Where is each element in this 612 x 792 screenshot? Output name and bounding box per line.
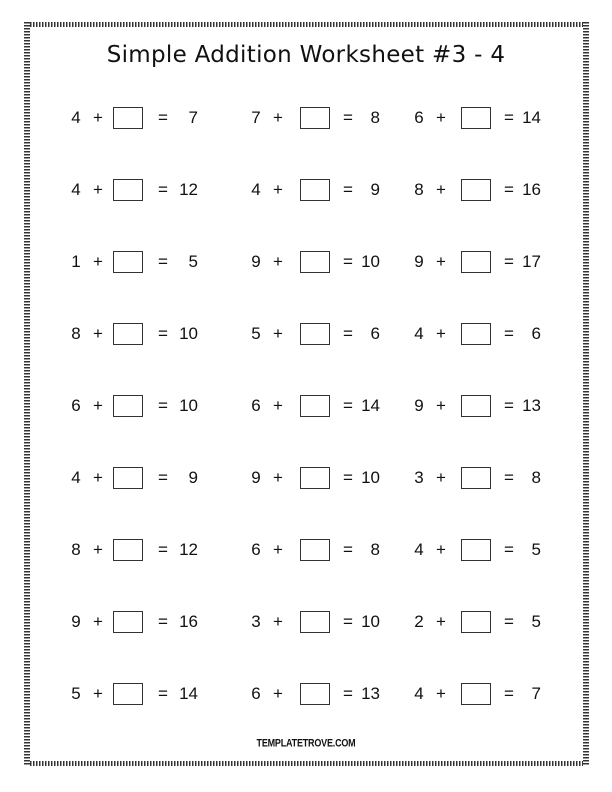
addend: 4 (414, 540, 424, 559)
border-bottom (24, 761, 589, 766)
sum: 8 (531, 468, 541, 487)
plus-sign: + (436, 612, 446, 631)
sum: 12 (179, 540, 198, 559)
answer-box[interactable] (300, 395, 330, 417)
answer-box[interactable] (113, 251, 143, 273)
equals-sign: = (504, 252, 514, 271)
worksheet-title: Simple Addition Worksheet #3 - 4 (106, 42, 506, 68)
addend: 6 (251, 684, 261, 703)
equals-sign: = (343, 108, 353, 127)
answer-box[interactable] (300, 251, 330, 273)
answer-box[interactable] (113, 395, 143, 417)
plus-sign: + (93, 108, 103, 127)
sum: 6 (531, 324, 541, 343)
addend: 4 (71, 108, 81, 127)
sum: 8 (370, 108, 380, 127)
answer-box[interactable] (300, 467, 330, 489)
addend: 9 (414, 396, 424, 415)
addend: 7 (251, 108, 261, 127)
answer-box[interactable] (461, 539, 491, 561)
answer-box[interactable] (300, 539, 330, 561)
sum: 13 (361, 684, 380, 703)
sum: 5 (188, 252, 198, 271)
answer-box[interactable] (113, 107, 143, 129)
addend: 9 (414, 252, 424, 271)
plus-sign: + (93, 180, 103, 199)
plus-sign: + (436, 396, 446, 415)
answer-box[interactable] (113, 611, 143, 633)
addend: 6 (251, 540, 261, 559)
addend: 8 (414, 180, 424, 199)
plus-sign: + (273, 468, 283, 487)
sum: 12 (179, 180, 198, 199)
sum: 14 (522, 108, 541, 127)
plus-sign: + (273, 684, 283, 703)
answer-box[interactable] (461, 467, 491, 489)
addend: 6 (71, 396, 81, 415)
equals-sign: = (504, 684, 514, 703)
sum: 5 (531, 540, 541, 559)
plus-sign: + (273, 612, 283, 631)
addend: 6 (251, 396, 261, 415)
border-top (24, 22, 589, 27)
sum: 7 (531, 684, 541, 703)
addend: 4 (71, 180, 81, 199)
answer-box[interactable] (113, 467, 143, 489)
answer-box[interactable] (461, 251, 491, 273)
answer-box[interactable] (461, 323, 491, 345)
sum: 14 (179, 684, 198, 703)
equals-sign: = (504, 396, 514, 415)
equals-sign: = (504, 540, 514, 559)
addend: 5 (71, 684, 81, 703)
equals-sign: = (504, 324, 514, 343)
equals-sign: = (158, 180, 168, 199)
equals-sign: = (504, 468, 514, 487)
plus-sign: + (436, 180, 446, 199)
answer-box[interactable] (113, 179, 143, 201)
answer-box[interactable] (461, 395, 491, 417)
answer-box[interactable] (113, 323, 143, 345)
equals-sign: = (504, 108, 514, 127)
sum: 10 (361, 252, 380, 271)
addend: 5 (251, 324, 261, 343)
addend: 2 (414, 612, 424, 631)
sum: 10 (179, 396, 198, 415)
sum: 10 (179, 324, 198, 343)
answer-box[interactable] (300, 107, 330, 129)
sum: 9 (188, 468, 198, 487)
plus-sign: + (436, 108, 446, 127)
sum: 7 (188, 108, 198, 127)
plus-sign: + (273, 252, 283, 271)
equals-sign: = (343, 252, 353, 271)
answer-box[interactable] (300, 611, 330, 633)
plus-sign: + (93, 540, 103, 559)
sum: 6 (370, 324, 380, 343)
answer-box[interactable] (300, 683, 330, 705)
addend: 9 (251, 252, 261, 271)
sum: 14 (361, 396, 380, 415)
addend: 9 (71, 612, 81, 631)
sum: 10 (361, 612, 380, 631)
sum: 13 (522, 396, 541, 415)
plus-sign: + (93, 396, 103, 415)
plus-sign: + (273, 540, 283, 559)
plus-sign: + (436, 468, 446, 487)
sum: 5 (531, 612, 541, 631)
equals-sign: = (343, 684, 353, 703)
addend: 8 (71, 540, 81, 559)
plus-sign: + (93, 684, 103, 703)
addend: 4 (414, 324, 424, 343)
addend: 8 (71, 324, 81, 343)
equals-sign: = (343, 540, 353, 559)
addend: 6 (414, 108, 424, 127)
addend: 4 (71, 468, 81, 487)
sum: 17 (522, 252, 541, 271)
sum: 9 (370, 180, 380, 199)
equals-sign: = (158, 396, 168, 415)
answer-box[interactable] (113, 683, 143, 705)
equals-sign: = (504, 612, 514, 631)
addend: 4 (251, 180, 261, 199)
plus-sign: + (93, 324, 103, 343)
answer-box[interactable] (461, 107, 491, 129)
equals-sign: = (343, 396, 353, 415)
equals-sign: = (158, 108, 168, 127)
equals-sign: = (158, 468, 168, 487)
sum: 16 (179, 612, 198, 631)
answer-box[interactable] (113, 539, 143, 561)
plus-sign: + (436, 252, 446, 271)
page-border (24, 22, 589, 766)
answer-box[interactable] (461, 179, 491, 201)
sum: 10 (361, 468, 380, 487)
addend: 4 (414, 684, 424, 703)
plus-sign: + (93, 252, 103, 271)
footer-brand: TEMPLATETROVE.COM (256, 737, 356, 749)
equals-sign: = (158, 324, 168, 343)
equals-sign: = (343, 468, 353, 487)
plus-sign: + (273, 180, 283, 199)
plus-sign: + (273, 108, 283, 127)
border-right (583, 22, 589, 766)
plus-sign: + (436, 324, 446, 343)
plus-sign: + (273, 324, 283, 343)
equals-sign: = (343, 324, 353, 343)
answer-box[interactable] (300, 179, 330, 201)
plus-sign: + (273, 396, 283, 415)
addend: 3 (251, 612, 261, 631)
equals-sign: = (158, 612, 168, 631)
equals-sign: = (158, 684, 168, 703)
answer-box[interactable] (461, 611, 491, 633)
plus-sign: + (436, 540, 446, 559)
plus-sign: + (436, 684, 446, 703)
equals-sign: = (158, 540, 168, 559)
equals-sign: = (504, 180, 514, 199)
sum: 16 (522, 180, 541, 199)
addend: 1 (71, 252, 81, 271)
plus-sign: + (93, 612, 103, 631)
sum: 8 (370, 540, 380, 559)
border-left (24, 22, 30, 766)
answer-box[interactable] (461, 683, 491, 705)
plus-sign: + (93, 468, 103, 487)
answer-box[interactable] (300, 323, 330, 345)
equals-sign: = (343, 612, 353, 631)
addend: 9 (251, 468, 261, 487)
equals-sign: = (343, 180, 353, 199)
equals-sign: = (158, 252, 168, 271)
addend: 3 (414, 468, 424, 487)
